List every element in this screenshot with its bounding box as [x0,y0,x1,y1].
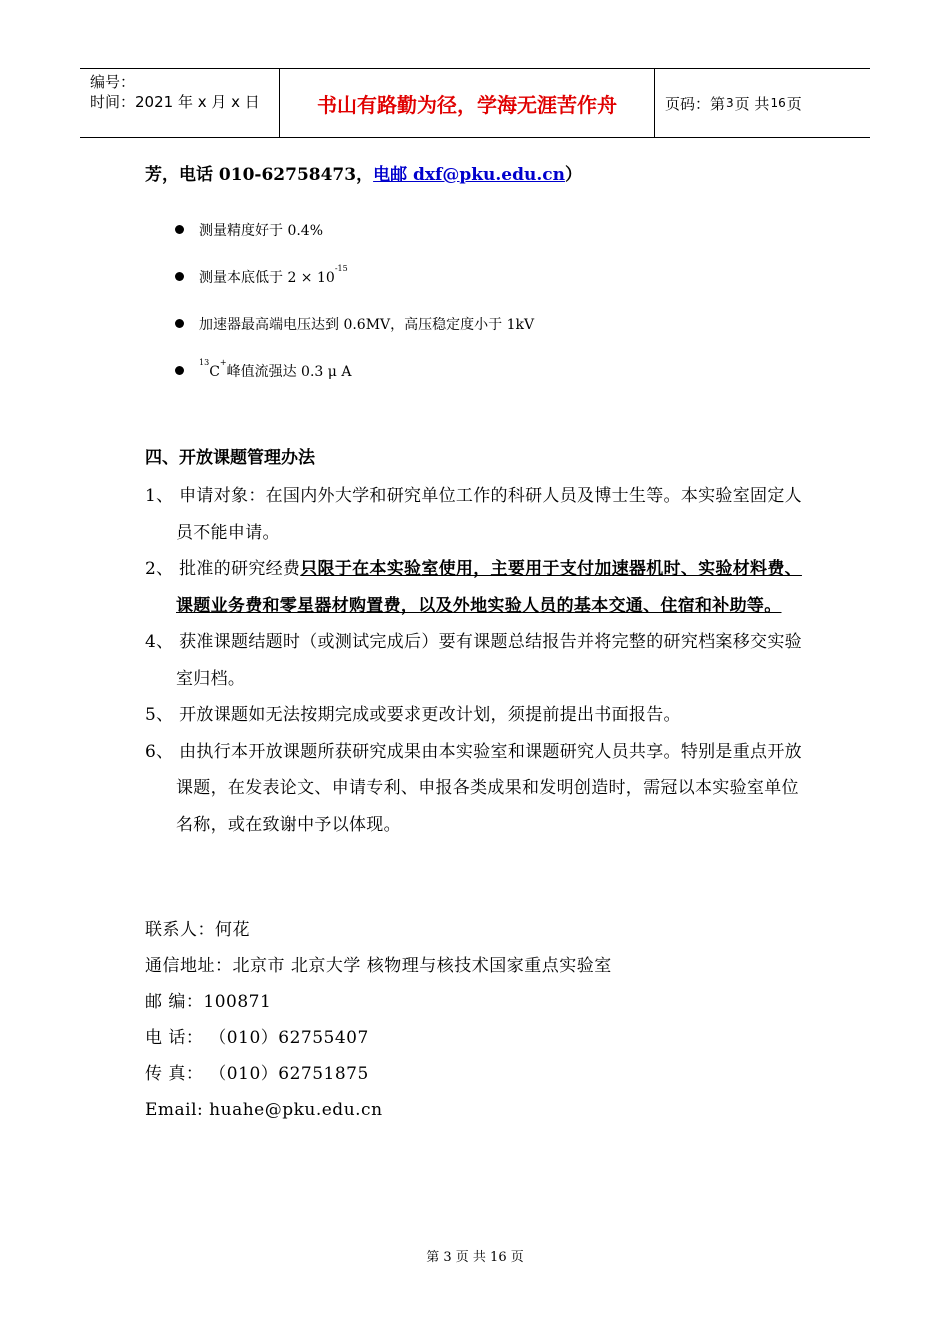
header-page-total: 16 [770,96,786,110]
contact-block [145,912,612,1128]
rule-item-2-emphasis: 只限于在本实验室使用，主要用于支付加速器机时、实验材料费、课题业务费和零星器材购置费，以及外地实验人员的基本交通、住宿和补助等。 [176,559,802,616]
list-item [175,314,534,361]
section-title: 四、开放课题管理办法 [145,448,315,468]
contact-email: Email: huahe@pku.edu.cn [145,1100,383,1120]
bullet-icon [175,272,184,281]
list-item [175,220,534,267]
rule-item-5: 5、 开放课题如无法按期完成或要求更改计划，须提前提出书面报告。 [145,705,681,725]
bullet-text: 测量本底低于 2 × 10 [199,270,335,286]
contact-line-close: ） [564,165,582,185]
bullet-text: 测量精度好于 0.4% [199,223,324,239]
rule-item-1: 1、 申请对象：在国内外大学和研究单位工作的科研人员及博士生等。本实验室固定人员不能申请。 [145,486,802,543]
contact-address: 通信地址：北京市 北京大学 核物理与核技术国家重点实验室 [145,956,612,976]
isotope-mass: 13 [199,358,210,367]
bullet-text: 峰值流强达 0.3 μ A [226,364,352,380]
contact-fax: 传 真： （010）62751875 [145,1064,369,1084]
contact-phone: 电 话： （010）62755407 [145,1028,369,1048]
header-bianhao: 编号： [90,73,136,91]
list-item [175,358,534,408]
header-page-num: 3 [726,96,734,110]
ion-charge: + [219,358,227,367]
contact-postcode: 邮 编：100871 [145,992,272,1012]
rule-item-4: 4、 获准课题结题时（或测试完成后）要有课题总结报告并将完整的研究档案移交实验室归档。 [145,632,802,689]
isotope-symbol: C [209,364,220,380]
page-header [80,68,870,138]
page-footer: 第 3 页 共 16 页 [426,1250,524,1265]
bullet-icon [175,366,184,375]
header-page-info [655,69,870,137]
management-rules-list [145,478,810,843]
bullet-text: 加速器最高端电压达到 0.6MV，高压稳定度小于 1kV [199,317,535,333]
header-page-prefix: 页码：第 [665,94,726,113]
contact-line-text: 芳，电话 010-62758473， [145,165,374,185]
header-meta [80,69,280,137]
spec-bullet-list [175,220,534,408]
header-motto: 书山有路勤为径，学海无涯苦作舟 [280,69,655,137]
contact-person: 联系人：何花 [145,920,250,940]
list-item [175,264,534,314]
header-page-suffix: 页 [786,94,802,113]
header-page-mid: 页 共 [734,94,770,113]
email-link[interactable]: 电邮 dxf@pku.edu.cn [373,165,565,185]
bullet-icon [175,319,184,328]
rule-item-2-text: 2、 批准的研究经费 [145,559,301,579]
rule-item-6: 6、 由执行本开放课题所获研究成果由本实验室和课题研究人员共享。特别是重点开放课题，在发表论文、申请专利、申报各类成果和发明创造时，需冠以本实验室单位名称，或在致谢中予以体现。 [145,741,802,835]
bullet-exponent: -15 [334,264,348,273]
header-date: 时间：2021 年 x 月 x 日 [90,93,260,111]
rule-item-2 [145,551,810,624]
bullet-icon [175,225,184,234]
contact-line [145,160,582,185]
